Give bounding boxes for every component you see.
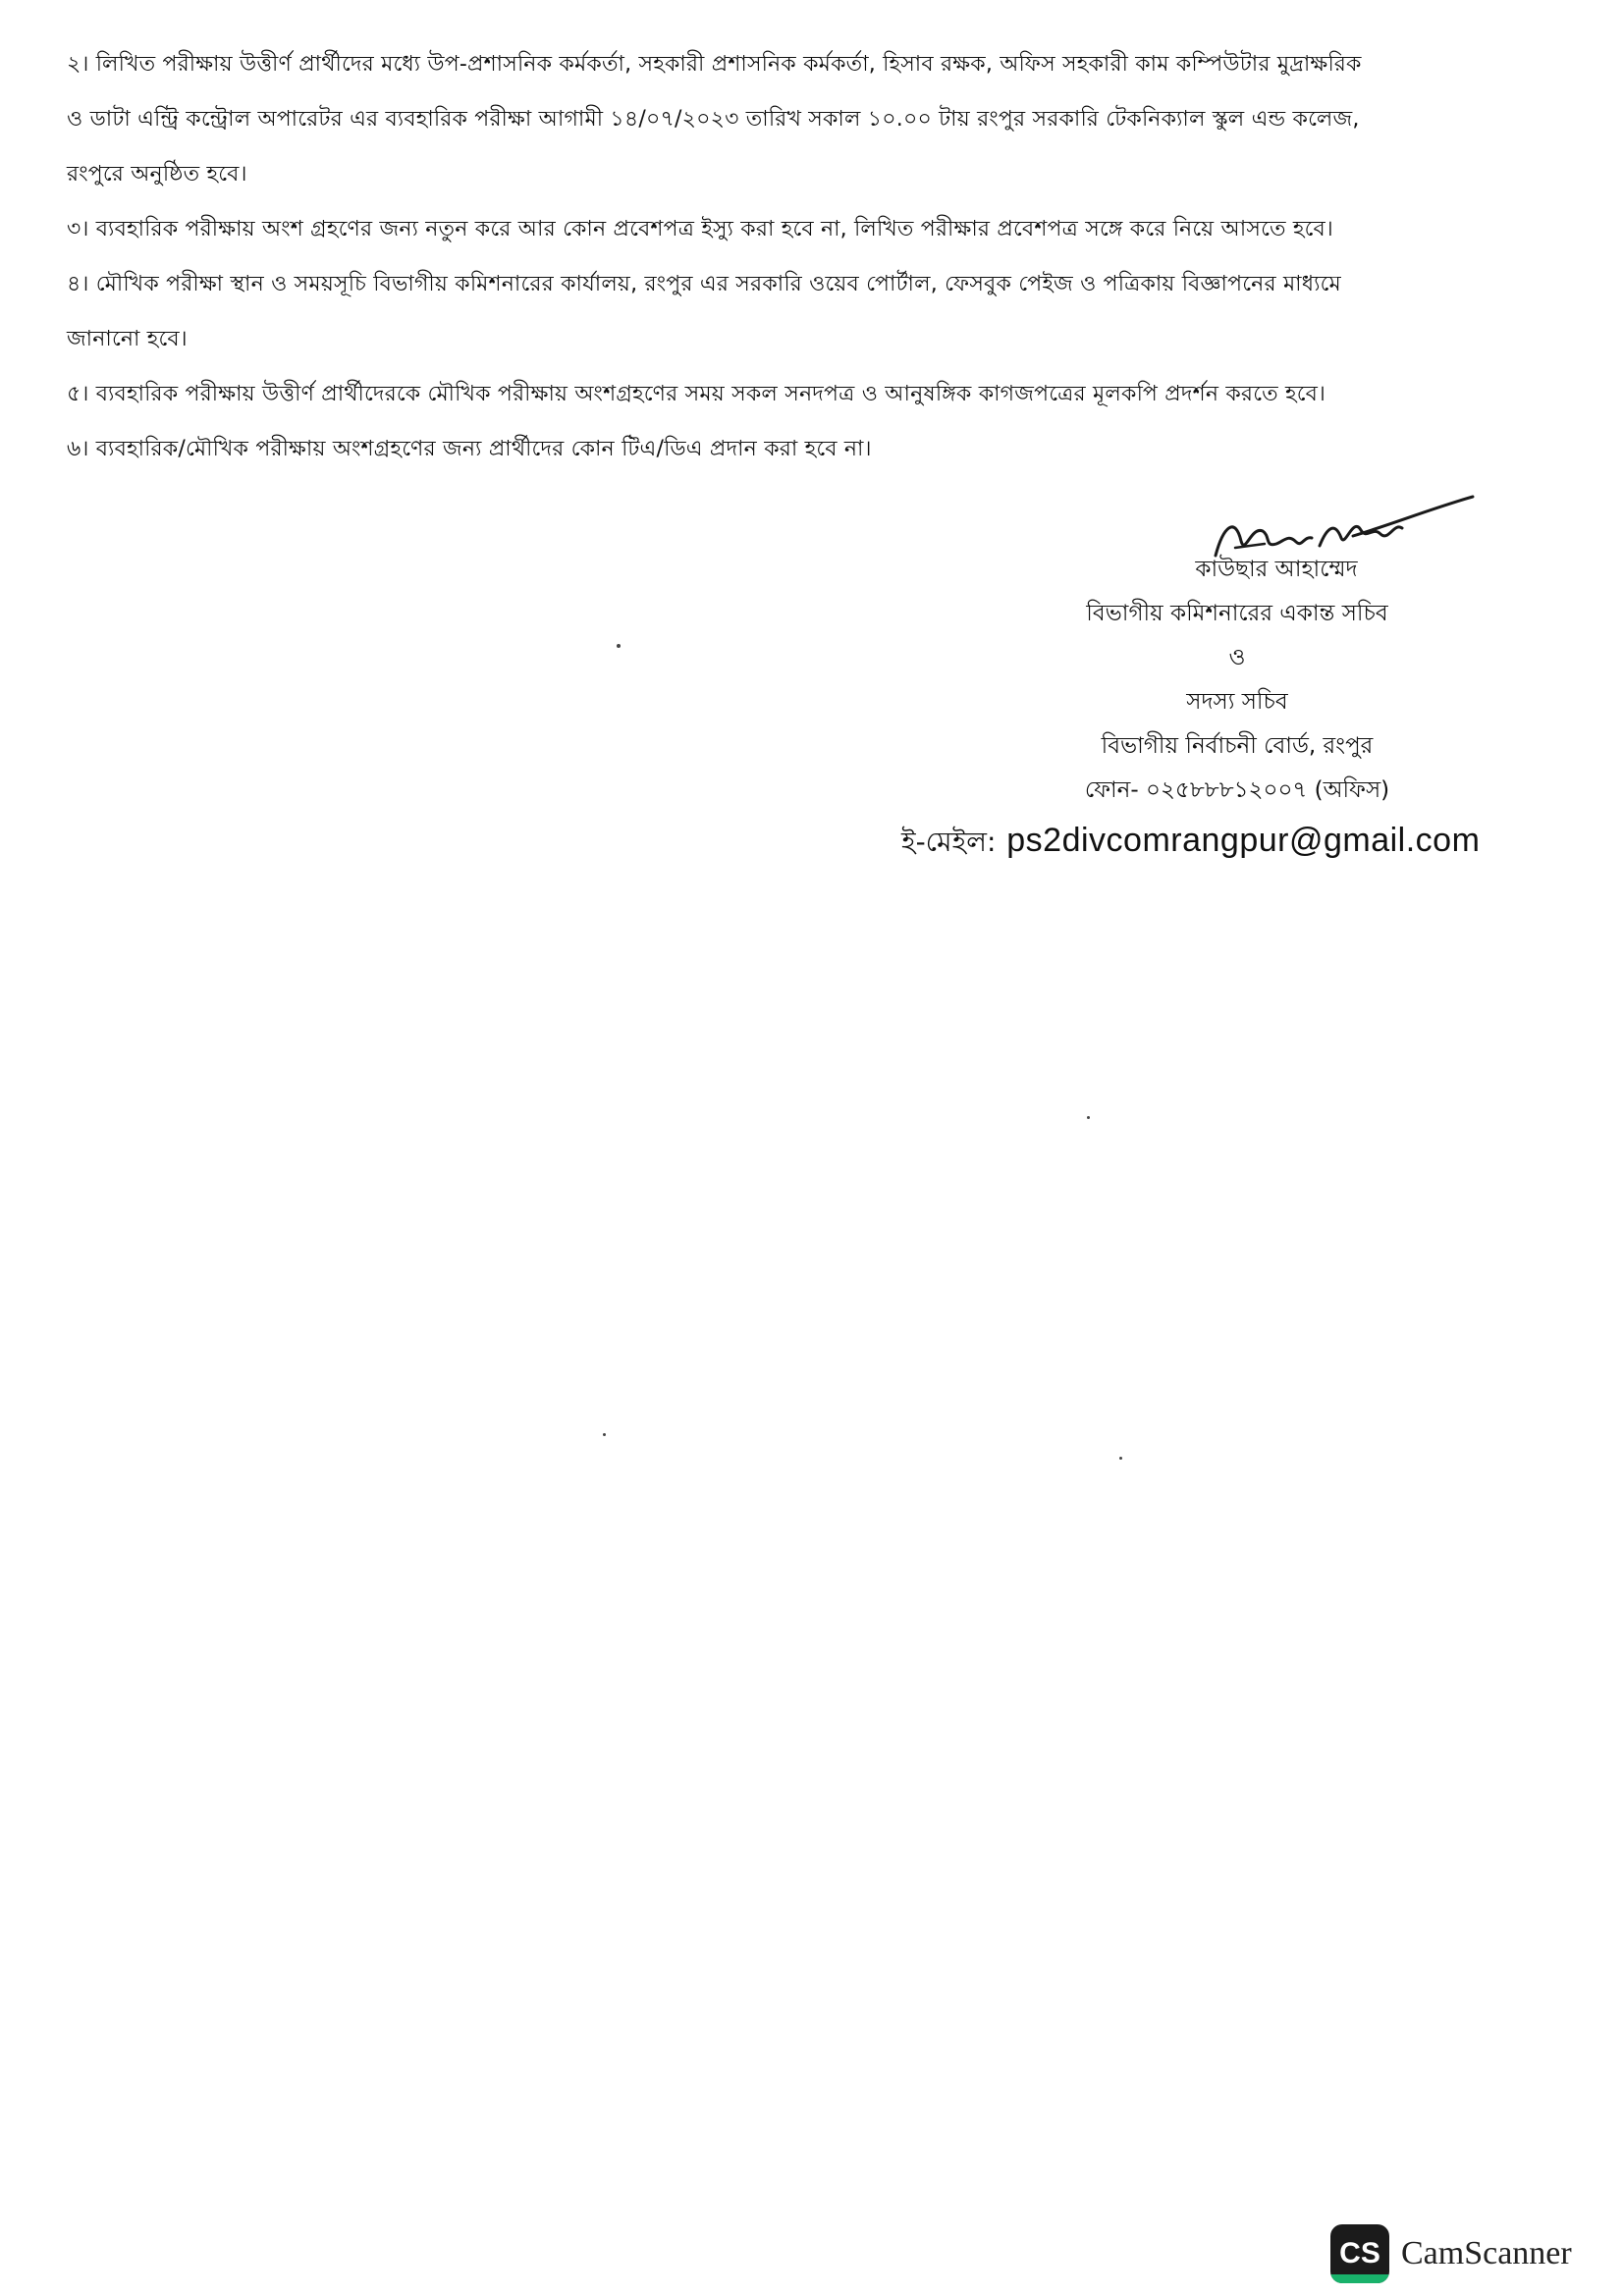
scan-speck (617, 644, 621, 648)
signatory-name: কাউছার আহাম্মেদ (1195, 557, 1358, 582)
point-line: ২। লিখিত পরীক্ষায় উত্তীর্ণ প্রার্থীদের মধ্যে উপ-প্রশাসনিক কর্মকর্তা, সহকারী প্রশাসনিক কর্মকর্তা, হিসাব রক্ষক, অফিস সহকারী কাম কম্পিউটার মুদ্রাক্ষরিক (67, 52, 1362, 77)
scan-speck (1087, 1116, 1090, 1119)
camscanner-watermark (1330, 2224, 1572, 2283)
scan-speck (1119, 1457, 1122, 1460)
point-line: জানানো হবে। (67, 327, 188, 351)
point-line: ৪। মৌখিক পরীক্ষা স্থান ও সময়সূচি বিভাগীয় কমিশনারের কার্যালয়, রংপুর এর সরকারি ওয়েব পোর্টাল, ফেসবুক পেইজ ও পত্রিকায় বিজ্ঞাপনের মাধ্যমে (67, 272, 1341, 296)
notice-points (67, 37, 1559, 477)
signatory-block (884, 548, 1591, 813)
point-line: ও ডাটা এন্ট্রি কন্ট্রোল অপারেটর এর ব্যবহারিক পরীক্ষা আগামী ১৪/০৭/২০২৩ তারিখ সকাল ১০.০০ টায় রংপুর সরকারি টেকনিক্যাল স্কুল এন্ড কলেজ, (67, 107, 1360, 132)
signatory-title-secondary: সদস্য সচিব (1186, 689, 1288, 715)
point-2 (67, 37, 1559, 202)
signatory-email (901, 821, 1480, 867)
email-label: ই-মেইল: (901, 826, 997, 858)
signatory-conjunction: ও (1228, 645, 1246, 670)
point-line: ৩। ব্যবহারিক পরীক্ষায় অংশ গ্রহণের জন্য নতুন করে আর কোন প্রবেশপত্র ইস্যু করা হবে না, লিখিত পরীক্ষার প্রবেশপত্র সঙ্গে করে নিয়ে আসতে হবে। (67, 217, 1333, 241)
point-line: ৫। ব্যবহারিক পরীক্ষায় উত্তীর্ণ প্রার্থীদেরকে মৌখিক পরীক্ষায় অংশগ্রহণের সময় সকল সনদপত্র ও আনুষঙ্গিক কাগজপত্রের মূলকপি প্রদর্শন করতে হবে। (67, 382, 1326, 406)
email-address: ps2divcomrangpur@gmail.com (1006, 822, 1481, 859)
signatory-board: বিভাগীয় নির্বাচনী বোর্ড, রংপুর (1101, 733, 1374, 759)
signatory-phone: ফোন- ০২৫৮৮৮১২০০৭ (অফিস) (1084, 777, 1390, 803)
point-3 (67, 202, 1559, 257)
camscanner-label: CamScanner (1401, 2235, 1572, 2271)
point-6 (67, 422, 1559, 477)
point-4 (67, 257, 1559, 367)
scan-speck (603, 1433, 606, 1436)
point-5 (67, 367, 1559, 422)
point-line: ৬। ব্যবহারিক/মৌখিক পরীক্ষায় অংশগ্রহণের জন্য প্রার্থীদের কোন টিএ/ডিএ প্রদান করা হবে না। (67, 437, 872, 461)
signatory-title: বিভাগীয় কমিশনারের একান্ত সচিব (1086, 601, 1388, 626)
camscanner-logo-icon: CS (1330, 2224, 1389, 2283)
point-line: রংপুরে অনুষ্ঠিত হবে। (67, 162, 247, 187)
